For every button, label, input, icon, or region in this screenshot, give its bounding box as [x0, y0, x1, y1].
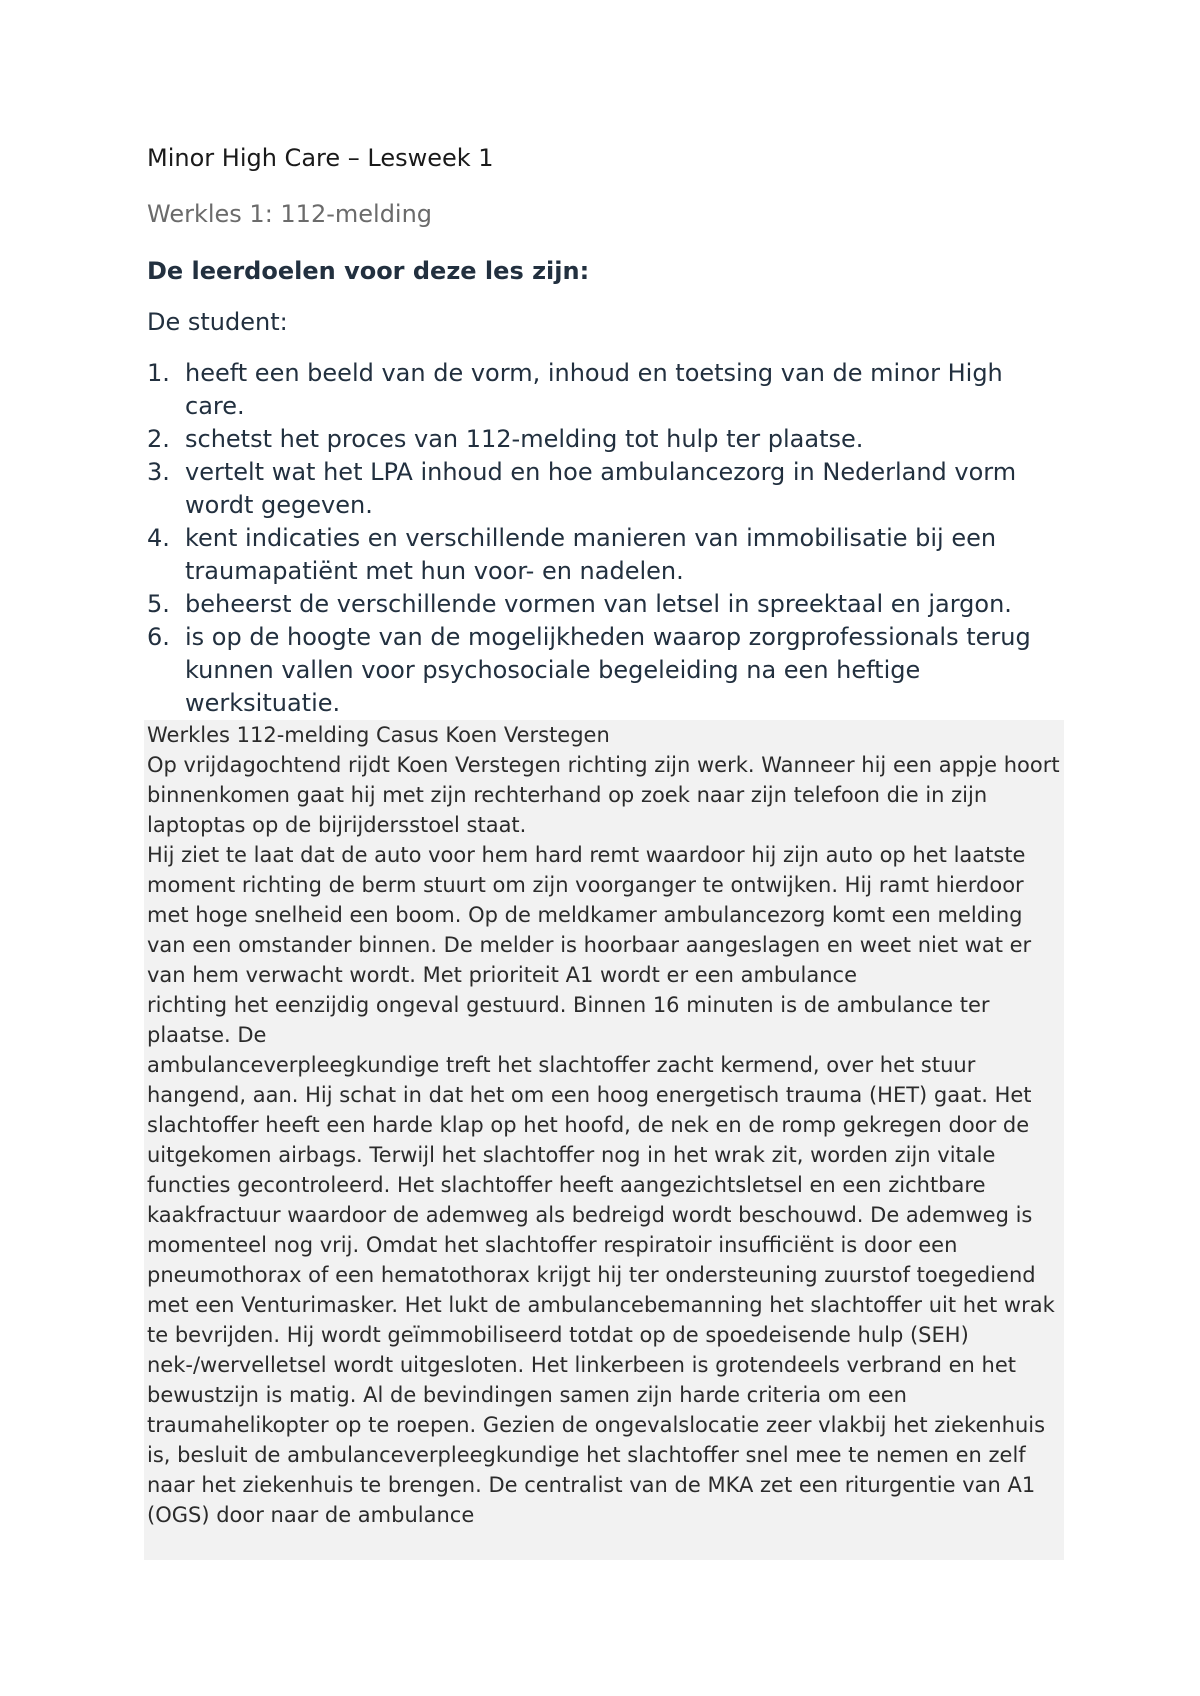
list-item-number: 1. [147, 359, 170, 387]
list-item [147, 456, 1067, 522]
list-item-number: 2. [147, 425, 170, 453]
list-item-text: is op de hoogte van de mogelijkheden waarop zorgprofessionals terug kunnen vallen voor psychosociale begeleiding na een heftige werksituatie. [185, 623, 1031, 717]
case-paragraph: Op vrijdagochtend rijdt Koen Verstegen richting zijn werk. Wanneer hij een appje hoort binnenkomen gaat hij met zijn rechterhand op zoek naar zijn telefoon die in zijn laptoptas op de bijrijdersstoel staat. [147, 753, 1060, 837]
list-item-number: 3. [147, 458, 170, 486]
list-item [147, 621, 1067, 720]
list-item [147, 522, 1067, 588]
list-item-text: heeft een beeld van de vorm, inhoud en toetsing van de minor High care. [185, 359, 1003, 420]
case-title: Werkles 112-melding Casus Koen Verstegen [147, 723, 610, 747]
learning-goals-heading: De leerdoelen voor deze les zijn: [147, 257, 590, 285]
list-item-text: kent indicaties en verschillende manieren van immobilisatie bij een traumapatiënt met hun voor- en nadelen. [185, 524, 997, 585]
list-item-text: beheerst de verschillende vormen van letsel in spreektaal en jargon. [185, 590, 1012, 618]
case-paragraph: richting het eenzijdig ongeval gestuurd. Binnen 16 minuten is de ambulance ter plaatse. De [147, 993, 990, 1047]
list-item-number: 5. [147, 590, 170, 618]
document-title: Minor High Care – Lesweek 1 [147, 144, 494, 172]
list-item-number: 6. [147, 623, 170, 651]
list-item-number: 4. [147, 524, 170, 552]
case-description-box [144, 720, 1064, 1560]
list-item [147, 588, 1067, 621]
list-item [147, 357, 1067, 423]
case-paragraph: ambulanceverpleegkundige treft het slachtoffer zacht kermend, over het stuur hangend, aan. Hij schat in dat het om een hoog energetisch trauma (HET) gaat. Het slachtoffer heeft een harde klap op het hoofd, de nek en de romp gekregen door de uitgekomen airbags. Terwijl het slachtoffer nog in het wrak zit, worden zijn vitale functies gecontroleerd. Het slachtoffer heeft aangezichtsletsel en een zichtbare kaakfractuur waardoor de ademweg als bedreigd wordt beschouwd. De ademweg is momenteel nog vrij. Omdat het slachtoffer respiratoir insufficiënt is door een pneumothorax of een hematothorax krijgt hij ter ondersteuning zuurstof toegediend met een Venturimasker. Het lukt de ambulancebemanning het slachtoffer uit het wrak te bevrijden. Hij wordt geïmmobiliseerd totdat op de spoedeisende hulp (SEH) nek-/wervelletsel wordt uitgesloten. Het linkerbeen is grotendeels verbrand en het bewustzijn is matig. Al de bevindingen samen zijn harde criteria om een traumahelikopter op te roepen. Gezien de ongevalslocatie zeer vlakbij het ziekenhuis is, besluit de ambulanceverpleegkundige het slachtoffer snel mee te nemen en zelf naar het ziekenhuis te brengen. De centralist van de MKA zet een riturgentie van A1 (OGS) door naar de ambulance [147, 1053, 1055, 1527]
document-subtitle: Werkles 1: 112-melding [147, 200, 433, 228]
list-item [147, 423, 1067, 456]
learning-goals-list [147, 357, 1067, 720]
student-label: De student: [147, 308, 288, 336]
case-paragraph: Hij ziet te laat dat de auto voor hem hard remt waardoor hij zijn auto op het laatste moment richting de berm stuurt om zijn voorganger te ontwijken. Hij ramt hierdoor met hoge snelheid een boom. Op de meldkamer ambulancezorg komt een melding van een omstander binnen. De melder is hoorbaar aangeslagen en weet niet wat er van hem verwacht wordt. Met prioriteit A1 wordt er een ambulance [147, 843, 1032, 987]
list-item-text: vertelt wat het LPA inhoud en hoe ambulancezorg in Nederland vorm wordt gegeven. [185, 458, 1017, 519]
list-item-text: schetst het proces van 112-melding tot hulp ter plaatse. [185, 425, 864, 453]
